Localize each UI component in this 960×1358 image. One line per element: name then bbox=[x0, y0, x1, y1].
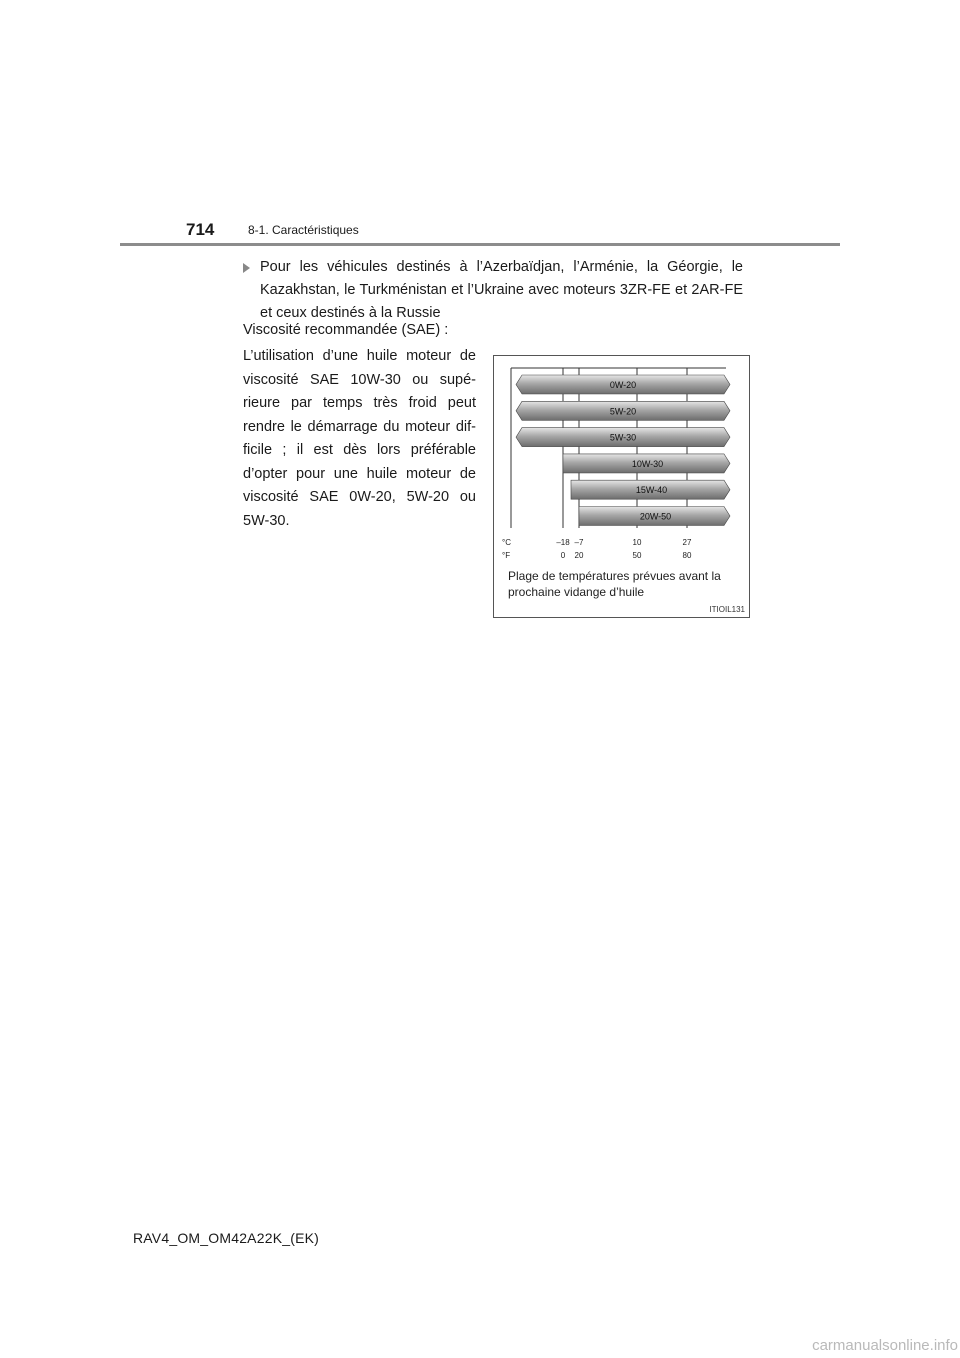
bullet-text: Pour les véhicules destinés à l’Azerbaïdjan, l’Arménie, la Géorgie, le Kazakhstan, le Turkménistan et l’Ukraine avec moteurs 3ZR-FE et 2AR-FE et ceux destinés à la Russie bbox=[260, 259, 743, 321]
fahrenheit-tick-label: 80 bbox=[682, 551, 692, 560]
bullet-item bbox=[243, 256, 743, 325]
viscosity-bar-label: 0W-20 bbox=[609, 380, 637, 390]
celsius-tick-label: 27 bbox=[682, 538, 692, 547]
fahrenheit-tick-label: 50 bbox=[632, 551, 642, 560]
celsius-tick-label: –7 bbox=[574, 538, 584, 547]
body-paragraph: L’utilisation d’une huile moteur de viscosité SAE 10W-30 ou supé-rieure par temps très froid peut rendre le démarrage du moteur dif-ficile ; il est dès lors préférable d’opter pour une huile moteur de viscosité SAE 0W-20, 5W-20 ou 5W-30. bbox=[243, 348, 476, 529]
viscosity-bar-label: 15W-40 bbox=[635, 485, 668, 496]
fahrenheit-tick-label: 0 bbox=[560, 551, 566, 560]
viscosity-bar-label: 5W-20 bbox=[609, 406, 637, 417]
viscosity-label: Viscosité recommandée (SAE) : bbox=[243, 322, 449, 338]
viscosity-bar-label: 20W-50 bbox=[639, 511, 672, 522]
page-number: 714 bbox=[186, 220, 215, 239]
watermark: carmanualsonline.info bbox=[812, 1337, 958, 1354]
fahrenheit-tick-label: 20 bbox=[574, 551, 584, 560]
header-divider bbox=[120, 243, 840, 246]
celsius-unit-label: °C bbox=[502, 538, 511, 547]
fahrenheit-unit-label: °F bbox=[502, 551, 511, 560]
triangle-bullet-icon bbox=[243, 263, 250, 273]
celsius-tick-label: 10 bbox=[632, 538, 642, 547]
document-id: RAV4_OM_OM42A22K_(EK) bbox=[133, 1230, 320, 1246]
viscosity-bar-label: 5W-30 bbox=[609, 432, 637, 443]
viscosity-bar-label: 10W-30 bbox=[631, 458, 664, 469]
figure-id: ITIOIL131 bbox=[709, 605, 745, 614]
section-title: 8-1. Caractéristiques bbox=[248, 223, 359, 237]
viscosity-chart-figure bbox=[493, 355, 750, 618]
celsius-tick-label: –18 bbox=[556, 538, 570, 547]
chart-caption: Plage de températures prévues avant la prochaine vidange d’huile bbox=[508, 569, 721, 599]
